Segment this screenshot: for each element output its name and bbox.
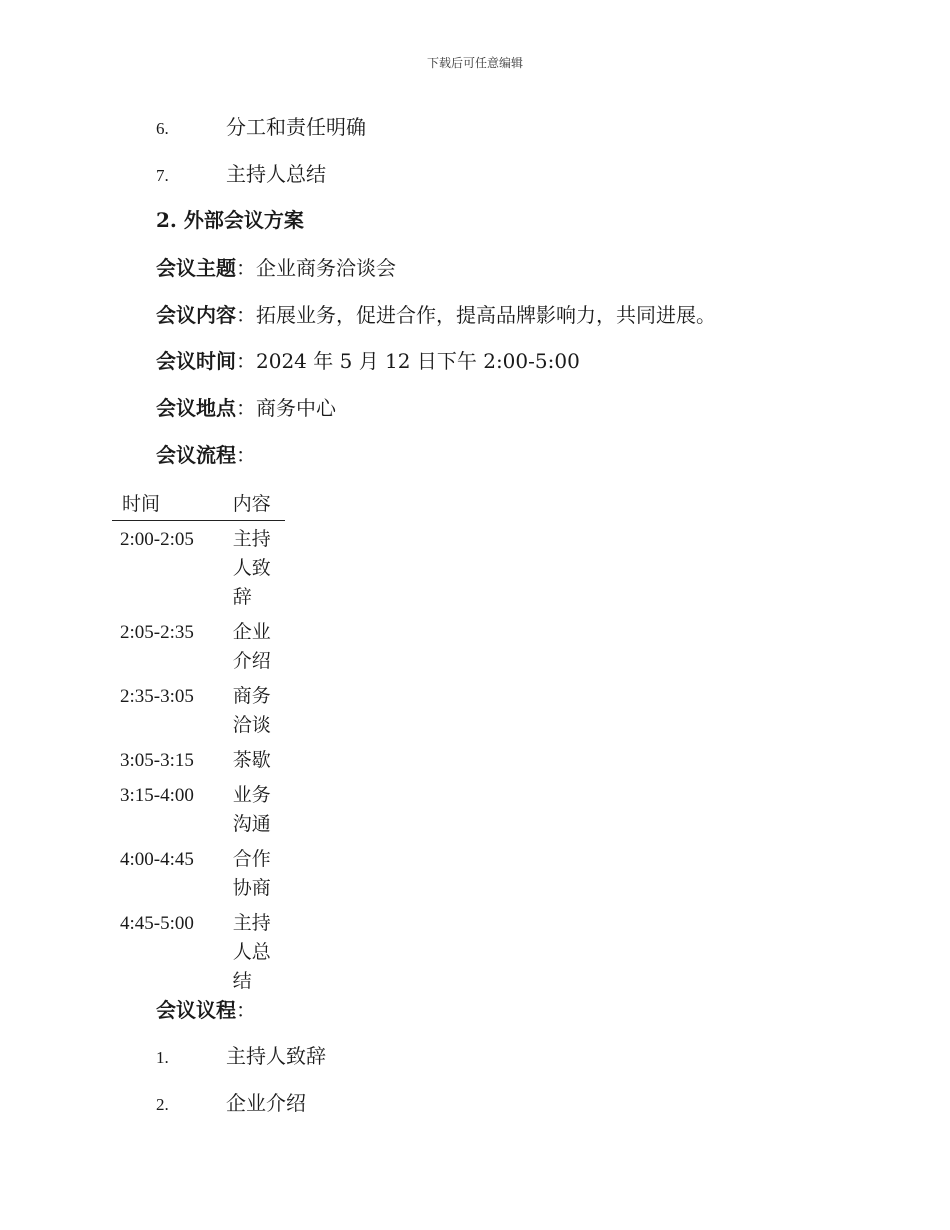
table-header-content: 内容 — [223, 490, 285, 521]
field-theme — [156, 256, 396, 280]
table-row — [112, 905, 285, 998]
table-cell-time: 2:05-2:35 — [120, 622, 194, 643]
field-value: ：企业商务洽谈会 — [236, 256, 396, 280]
table-cell-content: 主持人总结 — [232, 912, 271, 992]
list-number: 6. — [156, 119, 169, 138]
field-flow — [156, 443, 256, 467]
list-item — [156, 1091, 306, 1117]
field-time — [156, 349, 580, 373]
table-cell-time: 4:00-4:45 — [120, 849, 194, 870]
table-header-row — [112, 490, 285, 521]
list-text: 主持人总结 — [226, 162, 326, 186]
table-row — [112, 777, 285, 841]
field-place — [156, 396, 336, 420]
field-value: ：拓展业务，促进合作，提高品牌影响力，共同进展。 — [236, 303, 716, 327]
flow-table — [112, 490, 285, 998]
agenda-heading — [156, 998, 256, 1022]
list-text: 分工和责任明确 — [226, 115, 366, 139]
agenda-label: 会议议程 — [156, 998, 236, 1022]
table-cell-time: 4:45-5:00 — [120, 913, 194, 934]
table-cell-time: 3:05-3:15 — [120, 750, 194, 771]
table-row — [112, 521, 285, 615]
field-label: 会议时间 — [156, 349, 236, 373]
section-title: 2. 外部会议方案 — [156, 208, 304, 232]
list-item — [156, 1044, 326, 1070]
field-value: ：2024 年 5 月 12 日下午 2:00-5:00 — [236, 349, 580, 373]
field-label: 会议主题 — [156, 256, 236, 280]
table-cell-content: 企业介绍 — [232, 621, 271, 672]
agenda-colon: ： — [236, 998, 256, 1022]
table-cell-content: 商务洽谈 — [232, 685, 271, 736]
table-cell-time: 2:35-3:05 — [120, 686, 194, 707]
table-cell-content: 业务沟通 — [232, 784, 271, 835]
list-number: 7. — [156, 166, 169, 185]
list-text: 企业介绍 — [226, 1091, 306, 1115]
list-number: 2. — [156, 1095, 169, 1114]
table-row — [112, 841, 285, 905]
list-item — [156, 162, 326, 188]
field-label: 会议地点 — [156, 396, 236, 420]
field-label: 会议内容 — [156, 303, 236, 327]
field-value: ： — [236, 443, 256, 467]
table-row — [112, 742, 285, 777]
field-content — [156, 303, 716, 327]
table-cell-content: 主持人致辞 — [232, 528, 271, 608]
list-item — [156, 115, 366, 141]
table-cell-content: 合作协商 — [232, 848, 271, 899]
table-header-time: 时间 — [112, 490, 223, 521]
field-label: 会议流程 — [156, 443, 236, 467]
table-row — [112, 614, 285, 678]
table-cell-time: 2:00-2:05 — [120, 529, 194, 550]
page-header: 下载后可任意编辑 — [426, 56, 523, 70]
list-text: 主持人致辞 — [226, 1044, 326, 1068]
table-cell-time: 3:15-4:00 — [120, 785, 194, 806]
table-cell-content: 茶歇 — [232, 749, 271, 771]
list-number: 1. — [156, 1048, 169, 1067]
table-row — [112, 678, 285, 742]
field-value: ：商务中心 — [236, 396, 336, 420]
